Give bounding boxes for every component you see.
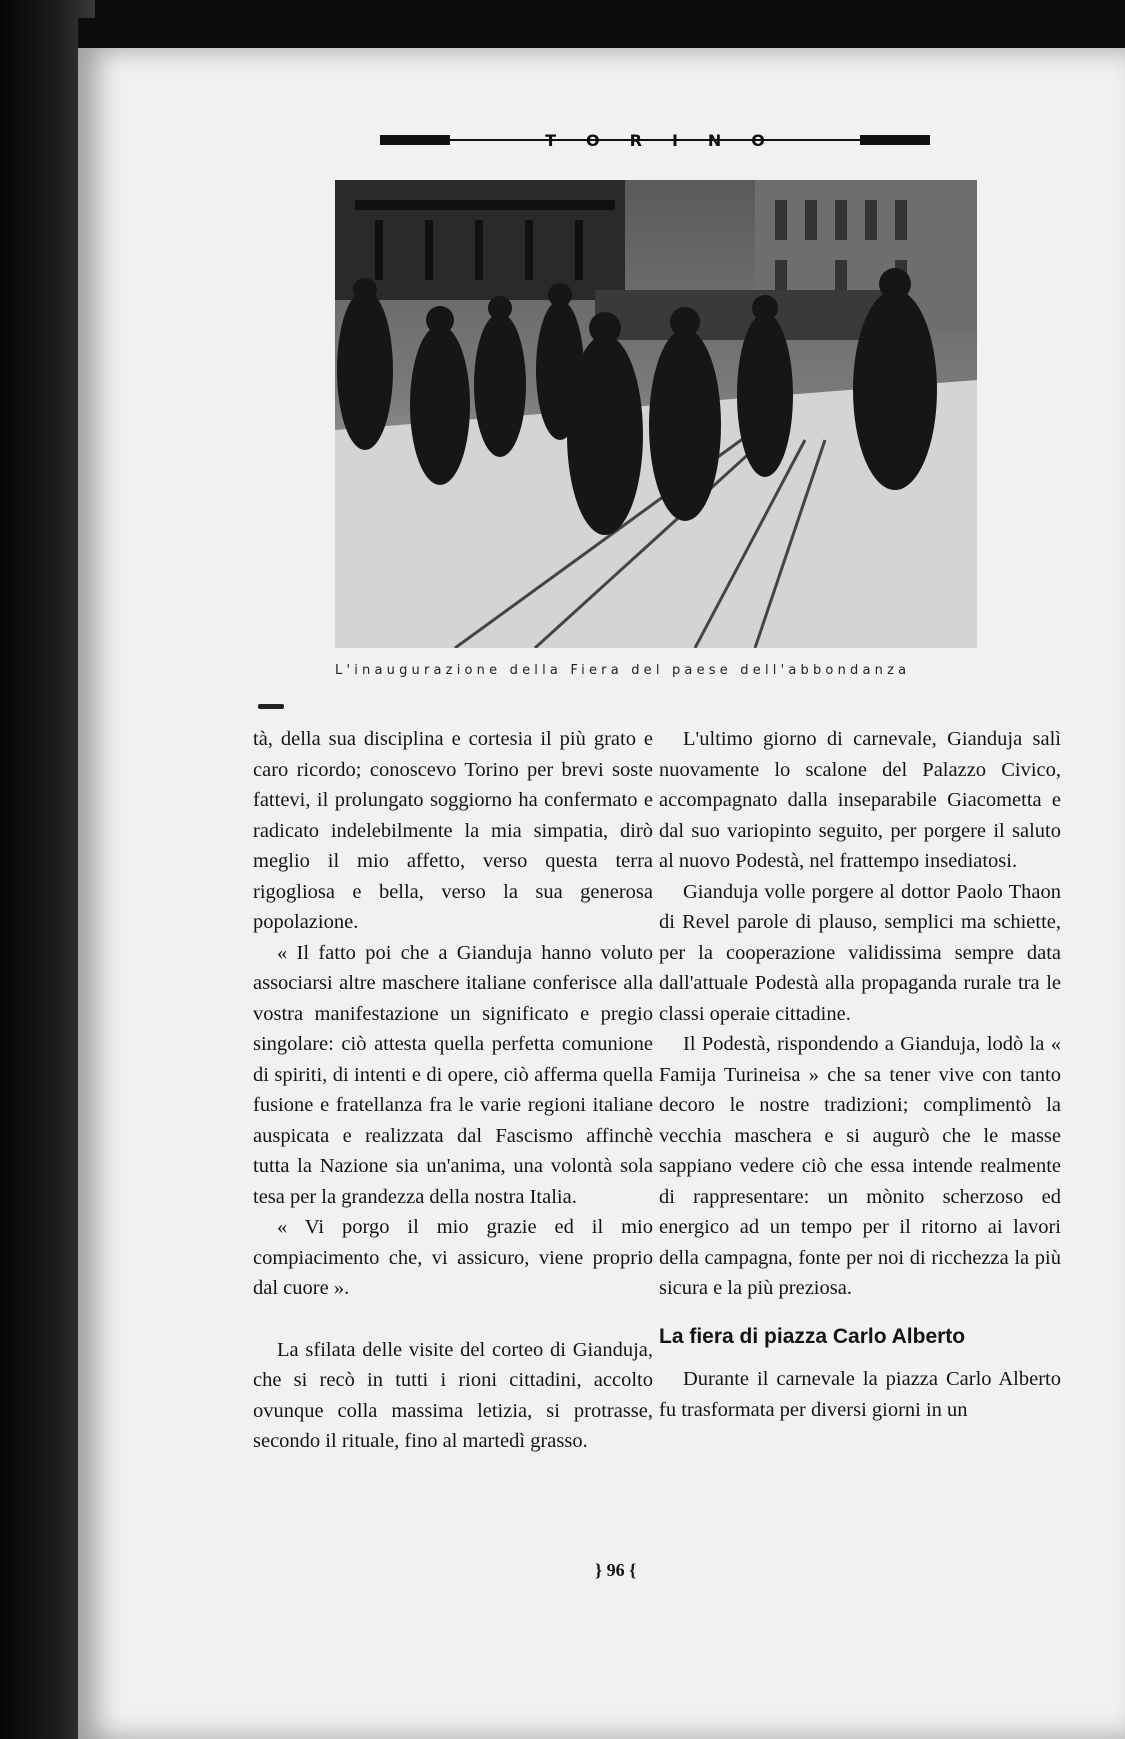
inauguration-photo [335, 180, 977, 648]
right-paragraph: Gianduja volle porgere al dottor Paolo Thaon di Revel parole di plauso, semplici ma schiette, per la cooperazione validissima sempre data dall'attuale Podestà alla propaganda rurale tra le classi operaie cittadine. [659, 880, 1061, 1025]
right-column [659, 724, 1061, 1425]
left-paragraph: La sfilata delle visite del corteo di Gianduja, che si recò in tutti i rioni cittadini, accolto ovunque colla massima letizia, si protrasse, secondo il rituale, fino al martedì grasso. [253, 1338, 653, 1452]
section-heading: La fiera di piazza Carlo Alberto [659, 1324, 966, 1348]
right-paragraph: L'ultimo giorno di carnevale, Gianduja salì nuovamente lo scalone del Palazzo Civico, accompagnato dalla inseparabile Giacometta e dal suo variopinto seguito, per porgere il saluto al nuovo Podestà, nel frattempo insediatosi. [659, 728, 1061, 872]
right-paragraph: Il Podestà, rispondendo a Gianduja, lodò la « Famija Turineisa » che sa tener vive con tanto decoro le nostre tradizioni; complimentò la vecchia maschera e si augurò che le masse sappiano vedere ciò che essa intende realmente di rappresentare: un mònito scherzoso ed energico ad un tempo per il ritorno ai lavori della campagna, fonte per noi di ricchezza la più sicura e la più preziosa. [659, 1033, 1061, 1299]
scan-top-edge [78, 18, 1058, 48]
printer-mark [258, 704, 284, 709]
running-header [380, 130, 930, 150]
paragraph-gap [253, 1304, 653, 1335]
left-paragraph: tà, della sua disciplina e cortesia il più grato e caro ricordo; conoscevo Torino per brevi soste fattevi, il prolungato soggiorno ha confermato e radicato indelebilmente la mia simpatia, dirò meglio il mio affetto, verso questa terra rigogliosa e bella, verso la sua generosa popolazione. [253, 728, 653, 933]
left-paragraph: « Vi porgo il mio grazie ed il mio compiacimento che, vi assicuro, viene proprio dal cuore ». [253, 1216, 653, 1299]
header-bar-left [380, 135, 450, 145]
header-bar-right [860, 135, 930, 145]
page-number: } 96 { [595, 1560, 637, 1580]
right-paragraph: Durante il carnevale la piazza Carlo Alberto fu trasformata per diversi giorni in un [659, 1368, 1061, 1421]
left-paragraph: « Il fatto poi che a Gianduja hanno voluto associarsi altre maschere italiane conferisce alla vostra manifestazione un significato e pregio singolare: ciò attesta quella perfetta comunione di spiriti, di intenti e di opere, ciò afferma quella fusione e fratellanza fra le varie regioni italiane auspicata e realizzata dal Fascismo affinchè tutta la Nazione sia un'anima, una volontà sola tesa per la grandezza della nostra Italia. [253, 941, 653, 1208]
left-column [253, 724, 653, 1457]
header-title: TORINO [545, 130, 795, 150]
photo-caption: L'inaugurazione della Fiera del paese dell'abbondanza [335, 663, 911, 678]
